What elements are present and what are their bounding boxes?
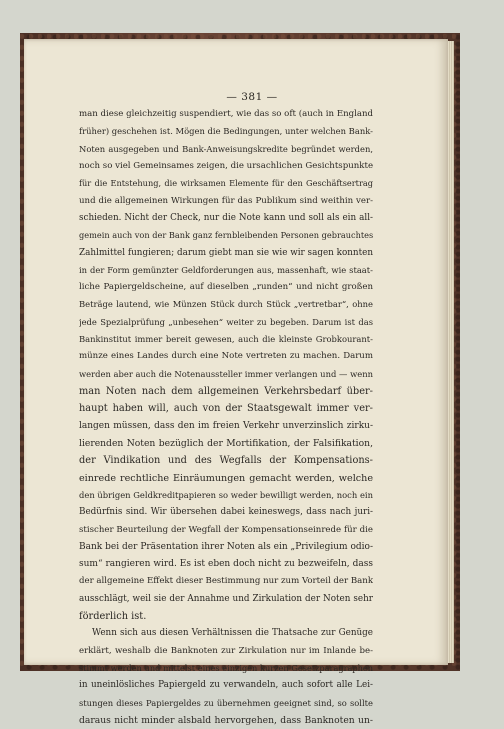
text-line: in der Form gemünzter Geldforderungen aus, massenhaft, wie staat- bbox=[79, 264, 373, 275]
text-line: liche Papiergeldscheine, auf dieselben „runden“ und nicht großen bbox=[79, 282, 373, 293]
text-line: Beträge lautend, wie Münzen Stück durch Stück „vertretbar“, ohne bbox=[79, 299, 373, 310]
text-line: Bedürfnis sind. Wir übersehen dabei keineswegs, dass nach juri- bbox=[79, 507, 373, 518]
page-edges bbox=[448, 41, 454, 663]
text-line: man diese gleichzeitig suspendiert, wie das so oft (auch in England bbox=[79, 109, 373, 119]
text-line: der Vindikation und des Wegfalls der Kompensations- bbox=[79, 455, 373, 467]
text-line: lierenden Noten bezüglich der Mortifikation, der Falsifikation, bbox=[79, 437, 373, 449]
text-line: sum“ rangieren wird. Es ist eben doch nicht zu bezweifeln, dass bbox=[79, 559, 373, 570]
text-line: erklärt, weshalb die Banknoten zur Zirkulation nur im Inlande be- bbox=[79, 645, 373, 656]
text-line: Bankinstitut immer bereit gewesen, auch die kleinste Grobkourant- bbox=[79, 334, 373, 345]
text-line: stungen dieses Papiergeldes zu übernehmen geeignet sind, so sollte bbox=[79, 697, 373, 708]
text-line: haupt haben will, auch von der Staatsgewalt immer ver- bbox=[79, 403, 373, 415]
page-number: — 381 — bbox=[226, 91, 278, 103]
text-line: stischer Beurteilung der Wegfall der Kompensationseinrede für die bbox=[79, 524, 373, 535]
text-line: werden aber auch die Notenaussteller immer verlangen und — wenn bbox=[79, 368, 373, 379]
text-line: man Noten nach dem allgemeinen Verkehrsbedarf über- bbox=[79, 386, 373, 397]
text-line: Noten ausgegeben und Bank-Anweisungskredite begründet werden, bbox=[79, 143, 373, 154]
text-line: jede Spezialprüfung „unbesehen“ weiter zu begeben. Darum ist das bbox=[79, 316, 373, 327]
text-line: in uneinlösliches Papiergeld zu verwandeln, auch sofort alle Lei- bbox=[79, 680, 373, 691]
text-line: für die Entstehung, die wirksamen Elemente für den Geschäftsertrag bbox=[79, 178, 373, 189]
text-line: Bank bei der Präsentation ihrer Noten als ein „Privilegium odio- bbox=[79, 541, 373, 552]
text-line: der allgemeine Effekt dieser Bestimmung nur zum Vorteil der Bank bbox=[79, 576, 373, 587]
text-line: stimmt werden und mittelst eines einzigen kurzen Gesetzparagraphen bbox=[79, 663, 373, 673]
text-line: noch so viel Gemeinsames zeigen, die ursachlichen Gesichtspunkte bbox=[79, 160, 373, 171]
text-line: gemein auch von der Bank ganz fernbleibenden Personen gebrauchtes bbox=[79, 230, 373, 241]
text-line: Zahlmittel fungieren; darum giebt man sie wie wir sagen konnten bbox=[79, 247, 373, 258]
text-line: einrede rechtliche Einräumungen gemacht werden, welche bbox=[79, 472, 373, 484]
text-line: früher) geschehen ist. Mögen die Bedingungen, unter welchen Bank- bbox=[79, 126, 373, 137]
text-line: langen müssen, dass den im freien Verkehr unverzinslich zirku- bbox=[79, 420, 373, 431]
body-text bbox=[79, 106, 373, 729]
text-line: ausschlägt, weil sie der Annahme und Zirkulation der Noten sehr bbox=[79, 593, 373, 604]
text-line: und die allgemeinen Wirkungen für das Publikum sind weithin ver- bbox=[79, 195, 373, 206]
text-line: münze eines Landes durch eine Note vertreten zu machen. Darum bbox=[79, 351, 373, 362]
text-line: den übrigen Geldkreditpapieren so weder bewilligt werden, noch ein bbox=[79, 489, 373, 500]
text-line: schieden. Nicht der Check, nur die Note kann und soll als ein all- bbox=[79, 212, 373, 223]
text-line: daraus nicht minder alsbald hervorgehen, dass Banknoten un- bbox=[79, 714, 373, 726]
text-line: Wenn sich aus diesen Verhältnissen die Thatsache zur Genüge bbox=[92, 628, 373, 639]
text-line: förderlich ist. bbox=[79, 611, 147, 623]
